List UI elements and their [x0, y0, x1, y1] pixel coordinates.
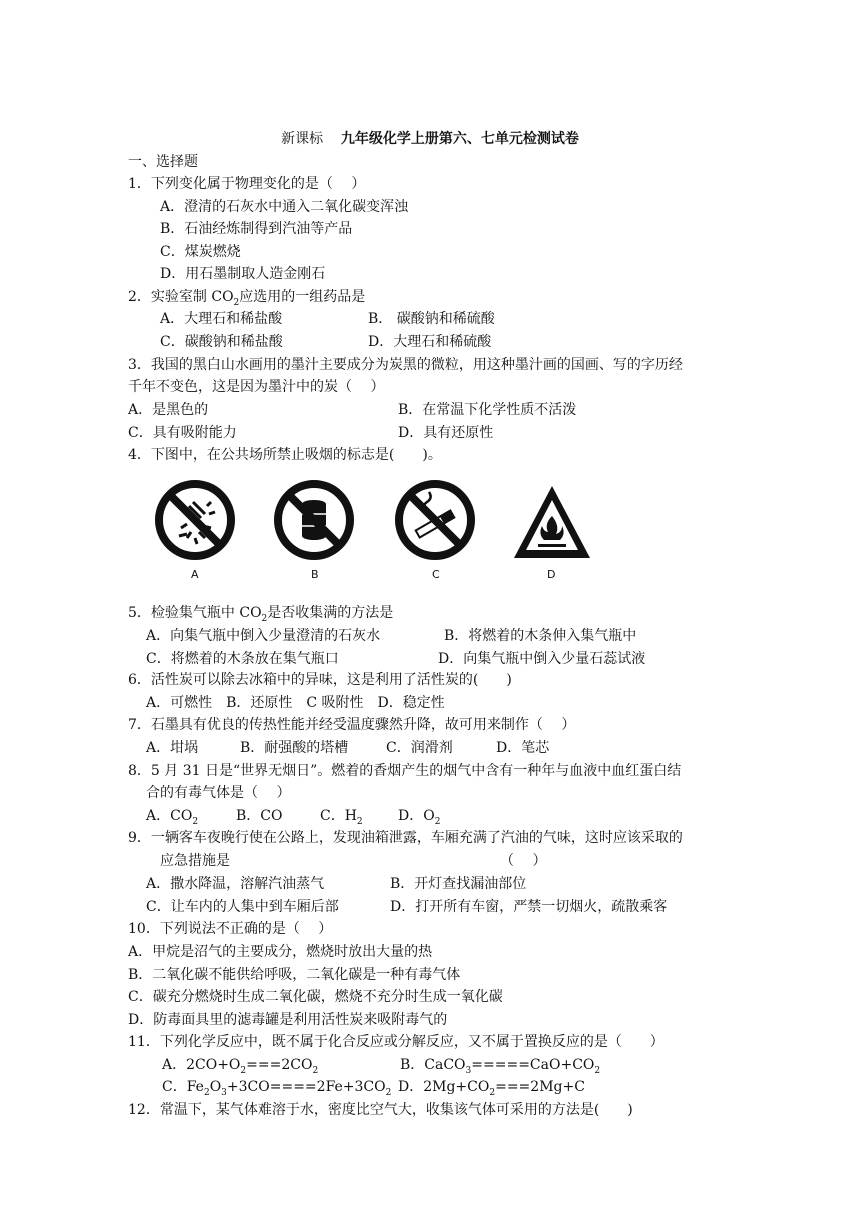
- q8-option-a: A．$CO_2$: [146, 808, 199, 827]
- q11-option-c: C．$Fe_2O_3+3CO====2Fe+3CO_2$: [162, 1079, 392, 1098]
- q1-option-b: B．石油经炼制得到汽油等产品: [160, 221, 353, 237]
- sign-label-d: D: [547, 568, 556, 581]
- q7-option-b: B．耐强酸的塔槽: [240, 740, 349, 756]
- q9-option-a: A．撒水降温，溶解汽油蒸气: [146, 876, 325, 892]
- q7-stem: 7．石墨具有优良的传热性能并经受温度骤然升降，故可用来制作（ ）: [128, 717, 576, 733]
- section-heading: 一、选择题: [128, 154, 198, 170]
- q11-option-b: B．$CaCO_3=====CaO+CO_2$: [400, 1057, 601, 1076]
- page-title: [0, 130, 860, 148]
- q4-stem: 4．下图中，在公共场所禁止吸烟的标志是( )。: [128, 447, 442, 463]
- q2-stem: 2．实验室制 $CO_2$应选用的一组药品是: [128, 289, 366, 308]
- no-oil-drum-icon: [272, 478, 356, 562]
- q5-option-c: C．将燃着的木条放在集气瓶口: [146, 651, 339, 667]
- q3-option-a: A．是黑色的: [128, 402, 209, 418]
- q8-option-c: C．$H_2$: [320, 808, 363, 827]
- q1-option-c: C．煤炭燃烧: [160, 244, 241, 260]
- sign-label-c: C: [432, 568, 440, 581]
- sign-label-a: A: [191, 568, 199, 581]
- q8-stem-line1: 8．5 月 31 日是“世界无烟日”。燃着的香烟产生的烟气中含有一种年与血液中血红蛋白结: [128, 763, 682, 779]
- q6-stem: 6．活性炭可以除去冰箱中的异味，这是利用了活性炭的( ): [128, 672, 512, 688]
- q1-stem: 1．下列变化属于物理变化的是（ ）: [128, 176, 366, 192]
- q9-option-c: C．让车内的人集中到车厢后部: [146, 899, 339, 915]
- q9-stem-line2: 应急措施是: [160, 853, 230, 869]
- q3-option-c: C．具有吸附能力: [128, 425, 237, 441]
- q11-option-d: D．$2Mg+CO_2===2Mg+C$: [398, 1079, 585, 1098]
- title-prefix: 新课标: [281, 131, 324, 147]
- q3-option-b: B．在常温下化学性质不活泼: [398, 402, 577, 418]
- q9-stem-line1: 9．一辆客车夜晚行使在公路上，发现油箱泄露，车厢充满了汽油的气味，这时应该采取的: [128, 830, 683, 846]
- q2-option-c: C．碳酸钠和稀盐酸: [160, 334, 283, 350]
- q9-answer-paren: （ ）: [500, 853, 547, 869]
- q3-option-d: D．具有还原性: [398, 425, 494, 441]
- q5-option-d: D．向集气瓶中倒入少量石蕊试液: [438, 651, 646, 667]
- q7-option-d: D．笔芯: [496, 740, 550, 756]
- q2-option-d: D．大理石和稀硫酸: [368, 334, 492, 350]
- q9-option-b: B．开灯查找漏油部位: [390, 876, 527, 892]
- q11-stem: 11．下列化学反应中，既不属于化合反应或分解反应，又不属于置换反应的是（ ）: [128, 1034, 664, 1050]
- q5-stem: 5．检验集气瓶中 $CO_2$是否收集满的方法是: [128, 605, 394, 624]
- q7-option-c: C．润滑剂: [386, 740, 453, 756]
- q10-option-c: C．碳充分燃烧时生成二氧化碳，燃烧不充分时生成一氧化碳: [128, 989, 503, 1005]
- q8-stem-line2: 合的有毒气体是（ ）: [146, 785, 291, 801]
- no-smoking-icon: [393, 478, 477, 562]
- sign-label-b: B: [311, 568, 319, 581]
- q5-option-b: B．将燃着的木条伸入集气瓶中: [444, 628, 637, 644]
- q1-option-a: A．澄清的石灰水中通入二氧化碳变浑浊: [160, 199, 409, 215]
- q8-option-b: B．CO: [236, 808, 283, 824]
- q8-option-d: D．$O_2$: [398, 808, 441, 827]
- q2-option-a: A．大理石和稀盐酸: [160, 311, 283, 327]
- q3-stem-line1: 3．我国的黑白山水画用的墨汁主要成分为炭黑的微粒，用这种墨汁画的国画、写的字历经: [128, 357, 683, 373]
- q7-option-a: A．坩埚: [146, 740, 199, 756]
- flammable-warning-icon: [510, 482, 594, 562]
- no-fireworks-icon: [153, 478, 237, 562]
- q10-stem: 10．下列说法不正确的是（ ）: [128, 921, 333, 937]
- q10-option-d: D．防毒面具里的滤毒罐是利用活性炭来吸附毒气的: [128, 1012, 448, 1028]
- q12-stem: 12．常温下，某气体难溶于水，密度比空气大，收集该气体可采用的方法是( ): [128, 1102, 633, 1118]
- q3-stem-line2: 千年不变色，这是因为墨汁中的炭（ ）: [128, 379, 385, 395]
- q11-option-a: A．$2CO+O_2===2CO_2$: [162, 1057, 319, 1076]
- q10-option-b: B．二氧化碳不能供给呼吸，二氧化碳是一种有毒气体: [128, 967, 461, 983]
- q2-option-b: B． 碳酸钠和稀硫酸: [368, 311, 495, 327]
- q1-option-d: D．用石墨制取人造金刚石: [160, 266, 326, 282]
- q6-options: A．可燃性 B．还原性 C 吸附性 D．稳定性: [146, 695, 445, 711]
- q10-option-a: A．甲烷是沼气的主要成分，燃烧时放出大量的热: [128, 944, 433, 960]
- q5-option-a: A．向集气瓶中倒入少量澄清的石灰水: [146, 628, 381, 644]
- q9-option-d: D．打开所有车窗，严禁一切烟火，疏散乘客: [390, 899, 668, 915]
- title-main: 九年级化学上册第六、七单元检测试卷: [340, 131, 579, 147]
